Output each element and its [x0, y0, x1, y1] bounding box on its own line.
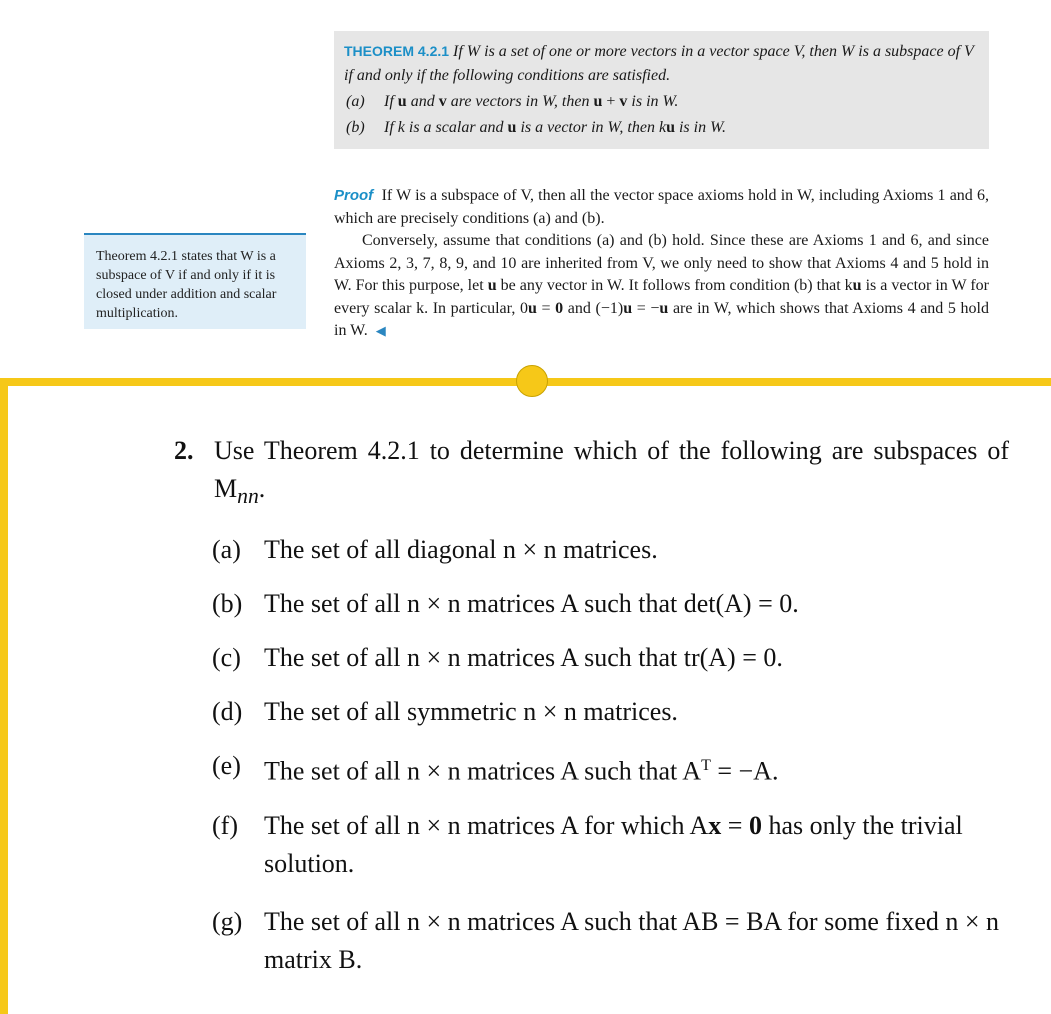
part-label: (c) — [212, 643, 241, 673]
exercise-prompt-text: Use Theorem 4.2.1 to determine which of the following are subspaces of $M_{nn}$. — [214, 436, 1009, 509]
part-text: The set of all n × n matrices A such that det(A) = 0. — [264, 589, 799, 619]
theorem-item-text: If k is a scalar and u is a vector in W, then ku is in W. — [384, 119, 726, 136]
part-text: The set of all n × n matrices A such that tr(A) = 0. — [264, 643, 783, 673]
exercise-part-d — [212, 693, 1014, 731]
proof-label: Proof — [334, 187, 374, 204]
proof — [334, 185, 989, 343]
exercise-part-e — [212, 747, 1014, 791]
proof-paragraph-1: Proof If W is a subspace of V, then all the vector space axioms hold in W, including Axioms 1 and 6, which are precisely conditions (a) and (b). — [334, 187, 990, 227]
exercise-prompt — [174, 432, 1014, 515]
exercise-part-f — [212, 807, 1014, 883]
part-label: (g) — [212, 906, 243, 936]
part-text: The set of all n × n matrices A such that AB = BA for some fixed n × n matrix B. — [264, 906, 1000, 974]
theorem-item-label: (b) — [346, 119, 365, 136]
part-label: (f) — [212, 810, 238, 840]
part-text: The set of all diagonal n × n matrices. — [264, 535, 658, 565]
theorem-statement — [344, 39, 979, 88]
part-text: The set of all n × n matrices A such that $A^T = -A$. — [264, 756, 779, 786]
exercise-part-c — [212, 639, 1014, 677]
exercise — [174, 432, 1014, 995]
theorem-item-b — [344, 116, 979, 140]
exercise-part-b — [212, 585, 1014, 623]
part-label: (b) — [212, 589, 243, 619]
left-border-line — [0, 378, 8, 1014]
part-label: (d) — [212, 697, 243, 727]
margin-note: Theorem 4.2.1 states that W is a subspace of V if and only if it is closed under addition and scalar multiplication. — [84, 233, 306, 329]
part-text: The set of all n × n matrices A for which Ax = 0 has only the trivial solution. — [264, 810, 963, 878]
theorem-item-text: If u and v are vectors in W, then u + v is in W. — [384, 93, 679, 110]
exercise-parts — [212, 531, 1014, 979]
part-label: (e) — [212, 751, 241, 781]
exercise-part-g — [212, 903, 1014, 979]
theorem-box — [334, 31, 989, 149]
theorem-item-label: (a) — [346, 93, 365, 110]
theorem-label: THEOREM 4.2.1 — [344, 43, 450, 59]
exercise-number: 2. — [174, 436, 194, 465]
part-text: The set of all symmetric n × n matrices. — [264, 697, 678, 727]
exercise-part-a — [212, 531, 1014, 569]
part-label: (a) — [212, 535, 241, 565]
theorem-item-a — [344, 90, 979, 114]
divider-dot-icon — [516, 365, 548, 397]
theorem-text: If W is a set of one or more vectors in a vector space V, then W is a subspace of V if and only if the following conditions are satisfied. — [344, 43, 974, 84]
proof-paragraph-2: Conversely, assume that conditions (a) and (b) hold. Since these are Axioms 1 and 6, and since Axioms 2, 3, 7, 8, 9, and 10 are inherited from V, we only need to show that Axioms 4 and 5 hold in W. For this purpose, let u be any vector in W. It follows from condition (b) that ku is a vector in W for every scalar k. In particular, 0u = 0 and (−1)u = −u are in W, which shows that Axioms 4 and 5 hold in W. ◀ — [334, 232, 990, 339]
qed-icon: ◀ — [375, 323, 386, 338]
